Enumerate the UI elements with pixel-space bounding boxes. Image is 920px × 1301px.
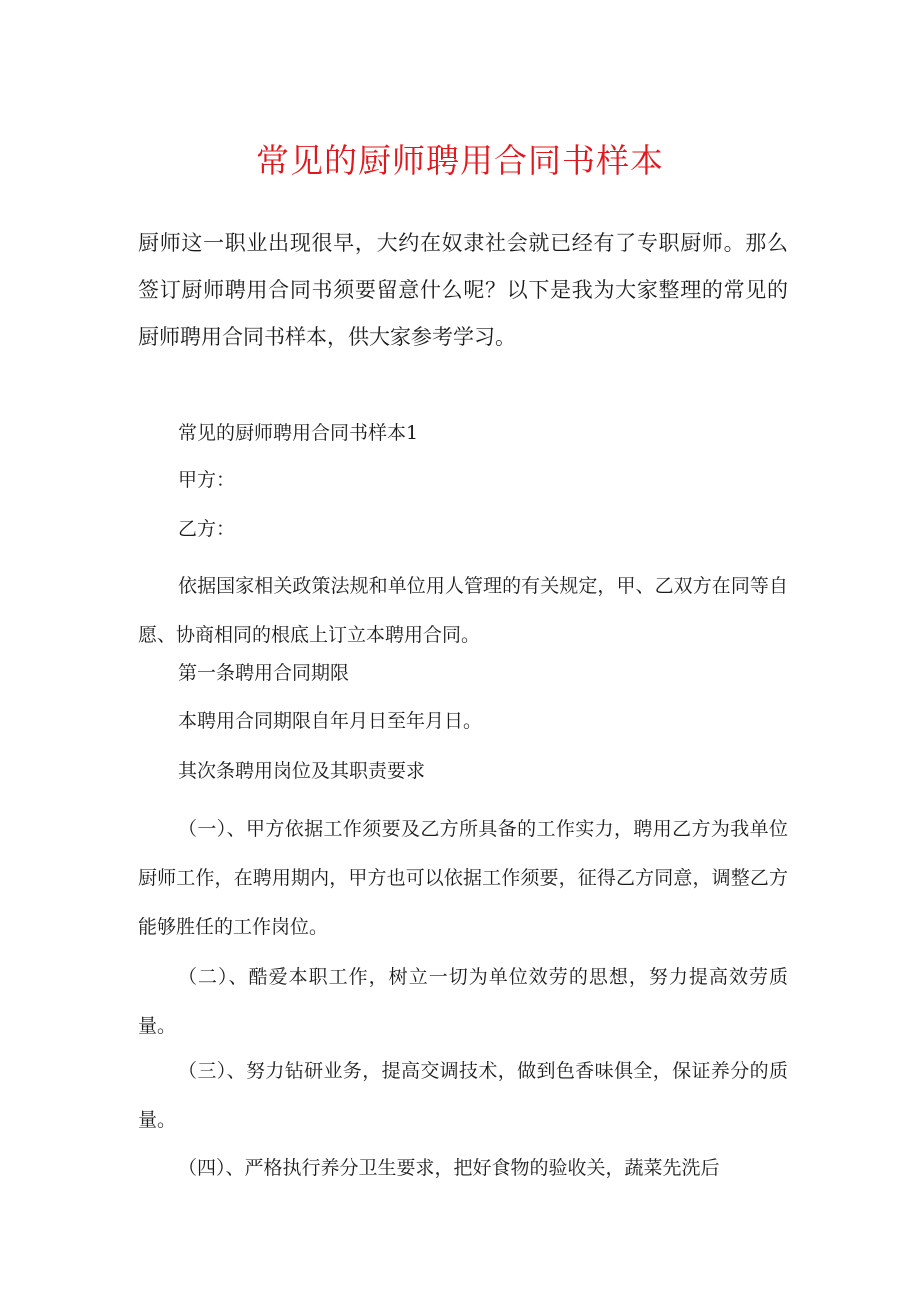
article-2-item-3: （三）、努力钻研业务，提高交调技术，做到色香味俱全，保证养分的质量。 [138,1060,788,1131]
article-2-item-1: （一）、甲方依据工作须要及乙方所具备的工作实力，聘用乙方为我单位厨师工作，在聘用期内，甲方也可以依据工作须要，征得乙方同意，调整乙方能够胜任的工作岗位。 [138,818,788,938]
sample-heading: 常见的厨师聘用合同书样本1 [178,422,419,444]
party-a-label: 甲方： [178,469,236,491]
document-title: 常见的厨师聘用合同书样本 [256,141,664,180]
article-1-body: 本聘用合同期限自年月日至年月日。 [178,710,483,732]
article-2-item-4: （四）、严格执行养分卫生要求，把好食物的验收关，蔬菜先洗后 [178,1157,720,1179]
article-2-title: 其次条聘用岗位及其职责要求 [178,760,426,782]
article-1-title: 第一条聘用合同期限 [178,662,350,684]
article-2-item-2: （二）、酷爱本职工作，树立一切为单位效劳的思想，努力提高效劳质量。 [138,966,788,1037]
basis-paragraph: 依据国家相关政策法规和单位用人管理的有关规定，甲、乙双方在同等自愿、协商相同的根底上订立本聘用合同。 [138,575,788,646]
intro-paragraph: 厨师这一职业出现很早，大约在奴隶社会就已经有了专职厨师。那么签订厨师聘用合同书须要留意什么呢？以下是我为大家整理的常见的厨师聘用合同书样本，供大家参考学习。 [138,231,788,349]
party-b-label: 乙方： [178,518,236,540]
